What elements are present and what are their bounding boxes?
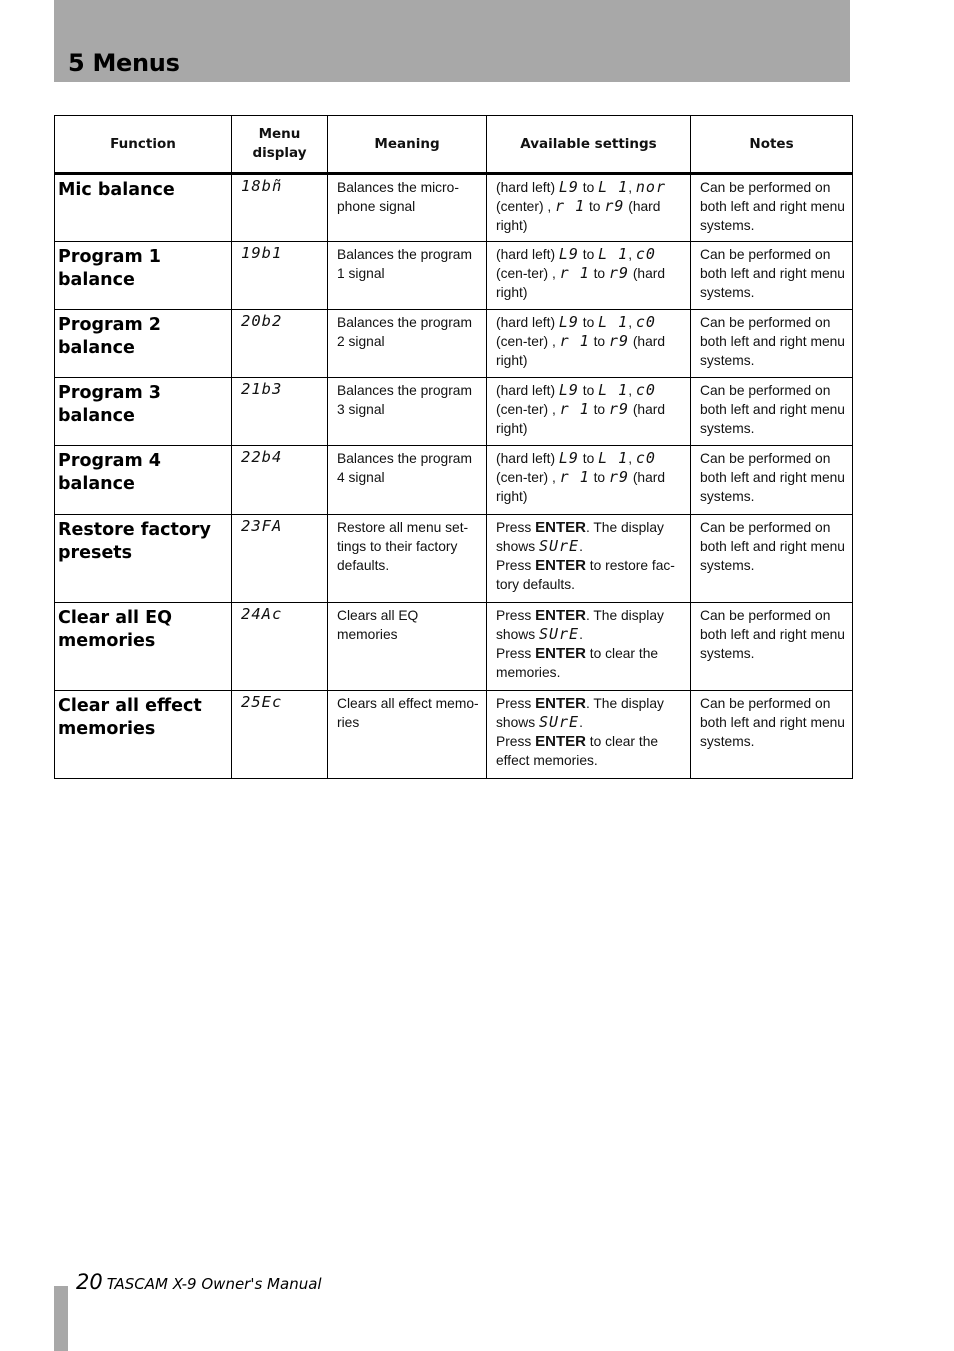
function-cell: Program 1 balance xyxy=(55,242,232,310)
meaning-cell: Balances the micro-phone signal xyxy=(328,174,487,242)
settings-text: (hard right) xyxy=(496,334,666,368)
menu-display-cell: 21b3 xyxy=(232,378,328,446)
settings-text: to xyxy=(578,383,599,398)
function-cell: Program 4 balance xyxy=(55,446,232,515)
display-code: r 1 xyxy=(559,400,590,418)
table-body xyxy=(55,174,853,779)
meaning-cell: Restore all menu set-tings to their factory defaults. xyxy=(328,515,487,603)
settings-text: to xyxy=(589,470,609,485)
settings-text: (cen-ter) , xyxy=(496,470,560,485)
settings-text: . xyxy=(579,539,583,554)
menu-display-cell: 25Ec xyxy=(232,691,328,779)
settings-text: (hard right) xyxy=(496,199,661,233)
header-available-settings: Available settings xyxy=(487,116,691,174)
settings-text: Press xyxy=(496,608,536,623)
display-code: c0 xyxy=(635,313,656,331)
available-settings-cell xyxy=(487,603,691,691)
available-settings-cell xyxy=(487,515,691,603)
table-row xyxy=(55,310,853,378)
display-code: L9 xyxy=(558,178,579,196)
display-code: L 1 xyxy=(598,381,629,399)
settings-text: to xyxy=(589,266,609,281)
footer-bar xyxy=(54,1286,68,1351)
settings-text: (cen-ter) , xyxy=(496,266,560,281)
display-code: SUrE xyxy=(538,713,580,731)
key-name: ENTER xyxy=(535,733,586,750)
settings-text: (cen-ter) , xyxy=(496,334,560,349)
settings-text: (hard left) xyxy=(496,383,559,398)
chapter-title: 5 Menus xyxy=(68,49,180,77)
page-number: 20 xyxy=(76,1270,103,1294)
meaning-cell: Clears all effect memo-ries xyxy=(328,691,487,779)
display-code: r9 xyxy=(604,197,625,215)
settings-text: (hard right) xyxy=(496,402,666,436)
meaning-cell: Clears all EQ memories xyxy=(328,603,487,691)
notes-cell: Can be performed on both left and right menu systems. xyxy=(691,310,853,378)
settings-text: , xyxy=(628,451,636,466)
function-cell: Restore factory presets xyxy=(55,515,232,603)
display-code: L9 xyxy=(558,381,579,399)
function-cell: Clear all effect memories xyxy=(55,691,232,779)
meaning-cell: Balances the program 4 signal xyxy=(328,446,487,515)
display-code: c0 xyxy=(635,381,656,399)
header-notes: Notes xyxy=(691,116,853,174)
display-code: r 1 xyxy=(559,468,590,486)
footer xyxy=(76,1270,322,1294)
display-code: r9 xyxy=(608,400,629,418)
display-code: c0 xyxy=(635,449,656,467)
table-row xyxy=(55,378,853,446)
header-menu-display xyxy=(232,116,328,174)
key-name: ENTER xyxy=(535,607,586,624)
meaning-cell: Balances the program 3 signal xyxy=(328,378,487,446)
display-code: L9 xyxy=(558,313,579,331)
settings-text: to xyxy=(589,334,609,349)
notes-cell: Can be performed on both left and right menu systems. xyxy=(691,603,853,691)
notes-cell: Can be performed on both left and right menu systems. xyxy=(691,242,853,310)
settings-text: (center) , xyxy=(496,199,556,214)
table-row xyxy=(55,242,853,310)
settings-text: to xyxy=(578,247,599,262)
header-menu-display-text: Menu display xyxy=(252,126,307,161)
settings-text: (hard right) xyxy=(496,266,666,300)
menu-display-cell: 22b4 xyxy=(232,446,328,515)
settings-text: Press xyxy=(496,558,536,573)
key-name: ENTER xyxy=(535,557,586,574)
available-settings-cell xyxy=(487,691,691,779)
settings-text: , xyxy=(628,383,636,398)
display-code: L9 xyxy=(558,449,579,467)
display-code: L9 xyxy=(558,245,579,263)
display-code: SUrE xyxy=(538,625,580,643)
settings-text: to restore fac-tory defaults. xyxy=(496,558,675,592)
menu-display-cell: 24Ac xyxy=(232,603,328,691)
display-code: r9 xyxy=(608,332,629,350)
key-name: ENTER xyxy=(535,695,586,712)
settings-text: to xyxy=(578,180,599,195)
menu-display-cell: 23FA xyxy=(232,515,328,603)
display-code: r 1 xyxy=(559,332,590,350)
settings-text: (hard left) xyxy=(496,315,559,330)
notes-cell: Can be performed on both left and right menu systems. xyxy=(691,515,853,603)
available-settings-cell xyxy=(487,378,691,446)
settings-text: . The display shows xyxy=(496,696,664,730)
display-code: r9 xyxy=(608,468,629,486)
display-code: SUrE xyxy=(538,537,580,555)
menu-display-cell: 19b1 xyxy=(232,242,328,310)
settings-text: , xyxy=(628,247,636,262)
settings-text: . xyxy=(579,715,583,730)
function-cell: Mic balance xyxy=(55,174,232,242)
settings-text: (hard left) xyxy=(496,247,559,262)
available-settings-cell xyxy=(487,446,691,515)
display-code: nor xyxy=(635,178,666,196)
settings-text: to xyxy=(585,199,605,214)
display-code: L 1 xyxy=(598,178,629,196)
table-row xyxy=(55,603,853,691)
available-settings-cell xyxy=(487,174,691,242)
function-cell: Clear all EQ memories xyxy=(55,603,232,691)
settings-text: (hard left) xyxy=(496,180,559,195)
menu-display-cell: 20b2 xyxy=(232,310,328,378)
available-settings-cell xyxy=(487,242,691,310)
menu-table xyxy=(54,115,853,779)
settings-text: Press xyxy=(496,696,536,711)
settings-text: (hard left) xyxy=(496,451,559,466)
display-code: L 1 xyxy=(598,245,629,263)
settings-text: . xyxy=(579,627,583,642)
table-row xyxy=(55,691,853,779)
settings-text: (hard right) xyxy=(496,470,666,504)
settings-text: , xyxy=(628,315,636,330)
key-name: ENTER xyxy=(535,645,586,662)
header-band xyxy=(54,0,850,82)
settings-text: to xyxy=(589,402,609,417)
settings-text: (cen-ter) , xyxy=(496,402,560,417)
table-header-row xyxy=(55,116,853,174)
display-code: r9 xyxy=(608,264,629,282)
display-code: c0 xyxy=(635,245,656,263)
menu-display-cell: 18bñ xyxy=(232,174,328,242)
settings-text: to clear the effect memories. xyxy=(496,734,659,768)
settings-text: to clear the memories. xyxy=(496,646,659,680)
available-settings-cell xyxy=(487,310,691,378)
table-row xyxy=(55,515,853,603)
meaning-cell: Balances the program 1 signal xyxy=(328,242,487,310)
table-row xyxy=(55,174,853,242)
settings-text: to xyxy=(578,315,599,330)
display-code: L 1 xyxy=(598,313,629,331)
settings-text: Press xyxy=(496,520,536,535)
display-code: L 1 xyxy=(598,449,629,467)
function-cell: Program 2 balance xyxy=(55,310,232,378)
notes-cell: Can be performed on both left and right menu systems. xyxy=(691,691,853,779)
display-code: r 1 xyxy=(559,264,590,282)
header-function: Function xyxy=(55,116,232,174)
manual-title: TASCAM X-9 Owner's Manual xyxy=(106,1275,322,1293)
settings-text: Press xyxy=(496,734,536,749)
display-code: r 1 xyxy=(555,197,586,215)
settings-text: to xyxy=(578,451,599,466)
key-name: ENTER xyxy=(535,519,586,536)
table-row xyxy=(55,446,853,515)
notes-cell: Can be performed on both left and right menu systems. xyxy=(691,446,853,515)
function-cell: Program 3 balance xyxy=(55,378,232,446)
meaning-cell: Balances the program 2 signal xyxy=(328,310,487,378)
settings-text: . The display shows xyxy=(496,608,664,642)
notes-cell: Can be performed on both left and right menu systems. xyxy=(691,378,853,446)
header-meaning: Meaning xyxy=(328,116,487,174)
notes-cell: Can be performed on both left and right menu systems. xyxy=(691,174,853,242)
settings-text: Press xyxy=(496,646,536,661)
settings-text: , xyxy=(628,180,636,195)
settings-text: . The display shows xyxy=(496,520,664,554)
